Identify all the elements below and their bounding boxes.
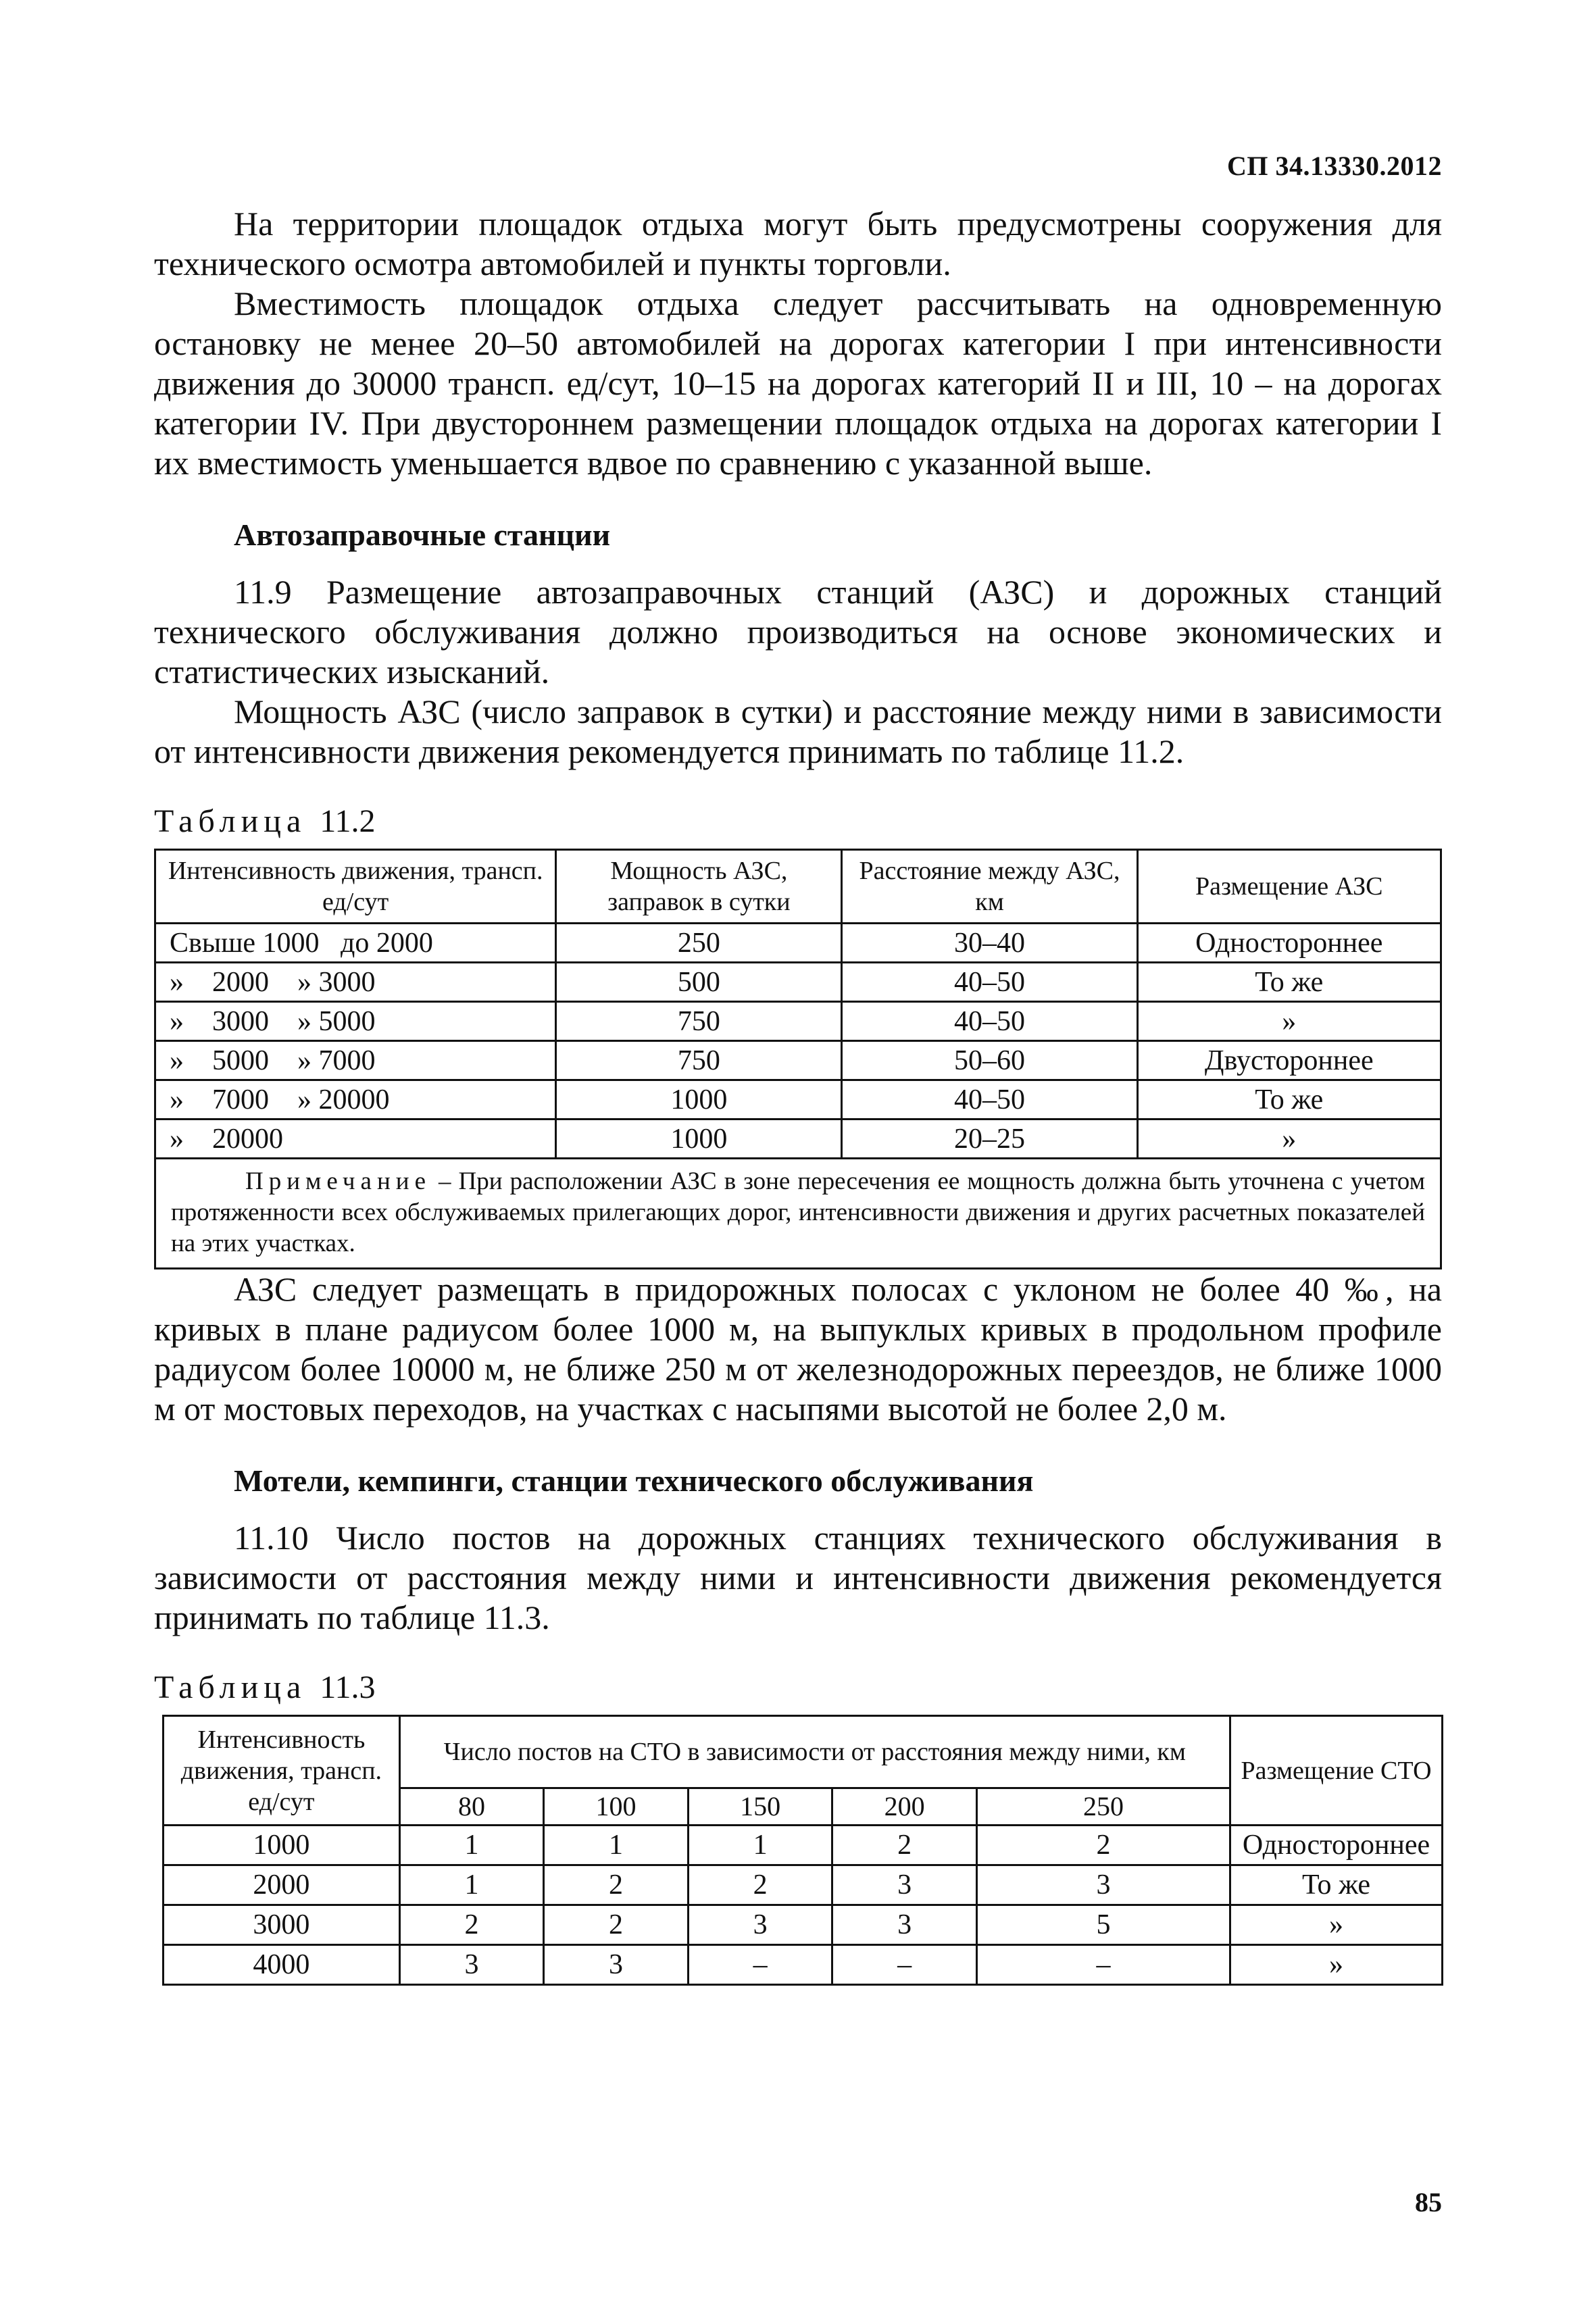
header-cell-posts: Число постов на СТО в зависимости от расстояния между ними, км: [399, 1716, 1230, 1788]
page-content: [154, 204, 1442, 1986]
paragraph: АЗС следует размещать в придорожных полосах с уклоном не более 40 ‰, на кривых в плане радиусом более 1000 м, на выпуклых кривых в продольном профиле радиусом более 10000 м, не ближе 250 м от железнодорожных переездов, не ближе 1000 м от мостовых переходов, на участках с насыпями высотой не более 2,0 м.: [154, 1270, 1442, 1428]
table-cell: 5: [976, 1905, 1230, 1945]
table-cell: 30–40: [842, 924, 1137, 963]
table-row: [164, 1945, 1443, 1985]
table-cell: 2000: [164, 1865, 400, 1905]
page-number: 85: [1415, 2187, 1442, 2217]
distance-cell: 250: [976, 1788, 1230, 1826]
table-cell: 750: [556, 1041, 842, 1080]
header-cell: Размещение АЗС: [1137, 850, 1441, 924]
table-cell: То же: [1137, 963, 1441, 1002]
table-cell: То же: [1137, 1080, 1441, 1120]
table-row: [155, 1041, 1441, 1080]
paragraph: Вместимость площадок отдыха следует рассчитывать на одновременную остановку не менее 20–50 автомобилей на дорогах категории I при интенсивности движения до 30000 трансп. ед/сут, 10–15 на дорогах категорий II и III, 10 – на дорогах категории IV. При двустороннем размещении площадок отдыха на дорогах категории I их вместимость уменьшается вдвое по сравнению с указанной выше.: [154, 284, 1442, 482]
table-row: [155, 1120, 1441, 1159]
distance-cell: 150: [688, 1788, 832, 1826]
table-cell: » 20000: [155, 1120, 556, 1159]
table-row: [164, 1865, 1443, 1905]
paragraph: Мощность АЗС (число заправок в сутки) и расстояние между ними в зависимости от интенсивности движения рекомендуется принимать по таблице 11.2.: [154, 693, 1442, 770]
table-cell: 1: [399, 1865, 544, 1905]
table-cell: » 3000 » 5000: [155, 1002, 556, 1041]
table-cell: –: [688, 1945, 832, 1985]
table-cell: 2: [688, 1865, 832, 1905]
header-cell: Интенсивность движения, трансп. ед/сут: [155, 850, 556, 924]
table-header-row: [164, 1716, 1443, 1788]
section-heading-fuel-stations: Автозаправочные станции: [234, 518, 611, 552]
table-cell: 3: [832, 1905, 977, 1945]
table-cell: 2: [976, 1826, 1230, 1865]
table-cell: »: [1230, 1945, 1443, 1985]
table-cell: 40–50: [842, 1002, 1137, 1041]
table-row: [155, 963, 1441, 1002]
table-cell: 500: [556, 963, 842, 1002]
table-11-2-title: [154, 803, 1442, 840]
table-cell: 50–60: [842, 1041, 1137, 1080]
distance-cell: 200: [832, 1788, 977, 1826]
table-cell: »: [1137, 1120, 1441, 1159]
table-cell: »: [1137, 1002, 1441, 1041]
table-note-row: [155, 1159, 1441, 1269]
table-cell: 1: [544, 1826, 689, 1865]
table-cell: » 5000 » 7000: [155, 1041, 556, 1080]
table-cell: Одностороннее: [1230, 1826, 1443, 1865]
table-cell: 3: [832, 1865, 977, 1905]
document-code: СП 34.13330.2012: [1227, 151, 1442, 181]
table-cell: 1000: [556, 1080, 842, 1120]
note-label: Примечание: [245, 1167, 431, 1195]
table-title-number: 11.2: [320, 803, 376, 839]
table-cell: Свыше 1000 до 2000: [155, 924, 556, 963]
header-cell-intensity: Интенсивность движения, трансп. ед/сут: [164, 1716, 400, 1826]
table-cell: 3000: [164, 1905, 400, 1945]
table-11-2: [154, 849, 1442, 1269]
table-cell: 250: [556, 924, 842, 963]
table-cell: 3: [399, 1945, 544, 1985]
header-cell-placement: Размещение СТО: [1230, 1716, 1443, 1826]
table-cell: 2: [399, 1905, 544, 1945]
distance-cell: 80: [399, 1788, 544, 1826]
table-cell: » 2000 » 3000: [155, 963, 556, 1002]
table-11-3-title: [154, 1669, 1442, 1707]
table-cell: 1000: [556, 1120, 842, 1159]
section-heading-motels: Мотели, кемпинги, станции технического обслуживания: [234, 1463, 1034, 1498]
table-cell: То же: [1230, 1865, 1443, 1905]
table-row: [164, 1905, 1443, 1945]
table-cell: 40–50: [842, 963, 1137, 1002]
table-cell: »: [1230, 1905, 1443, 1945]
table-title-number: 11.3: [320, 1669, 376, 1705]
table-header-row: [155, 850, 1441, 924]
header-cell: Расстояние между АЗС, км: [842, 850, 1137, 924]
table-cell: Одностороннее: [1137, 924, 1441, 963]
paragraph: 11.10 Число постов на дорожных станциях технического обслуживания в зависимости от расстояния между ними и интенсивности движения рекомендуется принимать по таблице 11.3.: [154, 1519, 1442, 1636]
table-row: [164, 1826, 1443, 1865]
table-note: [155, 1159, 1441, 1269]
table-row: [155, 924, 1441, 963]
table-cell: 4000: [164, 1945, 400, 1985]
table-cell: Двустороннее: [1137, 1041, 1441, 1080]
table-cell: 2: [544, 1865, 689, 1905]
table-cell: –: [832, 1945, 977, 1985]
table-cell: –: [976, 1945, 1230, 1985]
table-cell: 3: [544, 1945, 689, 1985]
header-cell: Мощность АЗС, заправок в сутки: [556, 850, 842, 924]
table-cell: » 7000 » 20000: [155, 1080, 556, 1120]
table-cell: 40–50: [842, 1080, 1137, 1120]
distance-cell: 100: [544, 1788, 689, 1826]
table-row: [155, 1080, 1441, 1120]
table-cell: 3: [688, 1905, 832, 1945]
table-cell: 20–25: [842, 1120, 1137, 1159]
paragraph: На территории площадок отдыха могут быть предусмотрены сооружения для технического осмотра автомобилей и пункты торговли.: [154, 205, 1442, 282]
table-cell: 1: [688, 1826, 832, 1865]
table-cell: 1: [399, 1826, 544, 1865]
table-cell: 2: [832, 1826, 977, 1865]
table-11-3: [162, 1715, 1443, 1986]
table-title-word: Таблица: [154, 1669, 307, 1705]
table-cell: 2: [544, 1905, 689, 1945]
table-row: [155, 1002, 1441, 1041]
table-cell: 750: [556, 1002, 842, 1041]
paragraph: 11.9 Размещение автозаправочных станций (АЗС) и дорожных станций технического обслуживания должно производиться на основе экономических и статистических изысканий.: [154, 573, 1442, 690]
table-cell: 3: [976, 1865, 1230, 1905]
table-cell: 1000: [164, 1826, 400, 1865]
table-title-word: Таблица: [154, 803, 307, 839]
note-text: – При расположении АЗС в зоне пересечения ее мощность должна быть уточнена с учетом протяженности всех обслуживаемых прилегающих дорог, интенсивности движения и других расчетных показателей на этих участках.: [171, 1167, 1425, 1257]
